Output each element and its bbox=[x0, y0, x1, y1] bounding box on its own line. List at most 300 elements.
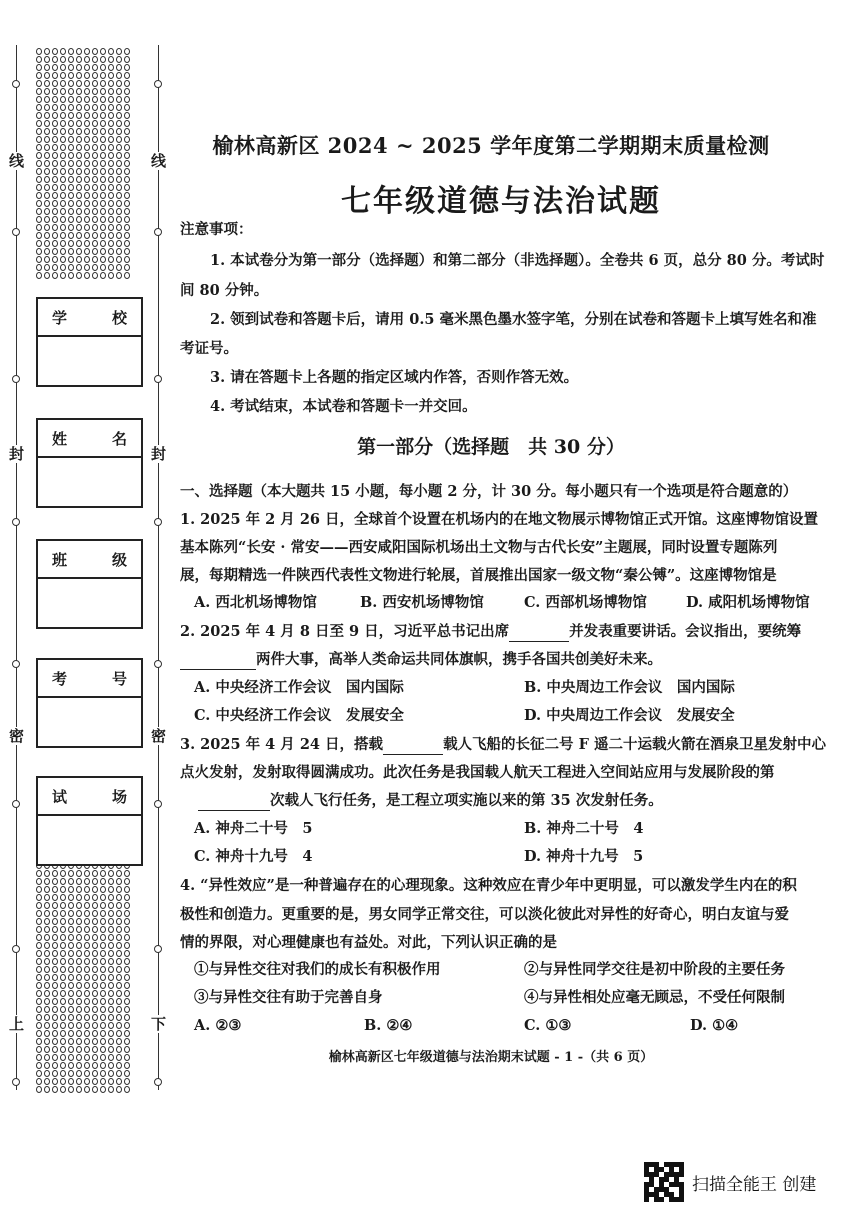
dot bbox=[116, 1078, 122, 1085]
q3-option-a: A. 神舟二十号 5 bbox=[194, 820, 313, 837]
dot bbox=[68, 120, 74, 127]
dot bbox=[92, 240, 98, 247]
dot bbox=[60, 950, 66, 957]
dot bbox=[60, 216, 66, 223]
dot bbox=[92, 974, 98, 981]
dot bbox=[100, 1086, 106, 1093]
dot bbox=[124, 160, 130, 167]
dot bbox=[100, 272, 106, 279]
dot bbox=[92, 950, 98, 957]
dot bbox=[116, 136, 122, 143]
dot bbox=[108, 942, 114, 949]
dot bbox=[44, 1006, 50, 1013]
class-field[interactable] bbox=[38, 579, 141, 627]
dot bbox=[124, 950, 130, 957]
dot bbox=[76, 88, 82, 95]
dot bbox=[116, 934, 122, 941]
dot bbox=[44, 200, 50, 207]
dot bbox=[124, 176, 130, 183]
right-mark-line: 线 bbox=[151, 152, 167, 170]
dot bbox=[44, 1086, 50, 1093]
q2-line-1-a: 2. 2025 年 4 月 8 日至 9 日，习近平总书记出席 bbox=[180, 623, 510, 640]
left-mark-line: 线 bbox=[9, 152, 25, 170]
binding-hole bbox=[154, 1078, 162, 1086]
dot bbox=[108, 974, 114, 981]
dot bbox=[116, 878, 122, 885]
dot bbox=[36, 990, 42, 997]
dot bbox=[36, 918, 42, 925]
dot bbox=[116, 926, 122, 933]
dot bbox=[116, 982, 122, 989]
exam-number-field[interactable] bbox=[38, 698, 141, 746]
dot bbox=[52, 136, 58, 143]
dot bbox=[116, 256, 122, 263]
binding-hole bbox=[12, 80, 20, 88]
dot bbox=[124, 264, 130, 271]
dot bbox=[92, 1070, 98, 1077]
dot bbox=[76, 152, 82, 159]
dot bbox=[68, 48, 74, 55]
dot bbox=[108, 256, 114, 263]
dot bbox=[84, 1046, 90, 1053]
dot bbox=[124, 966, 130, 973]
dot bbox=[84, 256, 90, 263]
dot bbox=[124, 1022, 130, 1029]
dot bbox=[36, 950, 42, 957]
dot bbox=[60, 152, 66, 159]
dot bbox=[108, 160, 114, 167]
dot bbox=[124, 144, 130, 151]
dot bbox=[100, 958, 106, 965]
dot bbox=[124, 208, 130, 215]
dot bbox=[100, 998, 106, 1005]
dot bbox=[36, 168, 42, 175]
dot bbox=[76, 56, 82, 63]
dot bbox=[76, 1006, 82, 1013]
dot bbox=[100, 200, 106, 207]
dot bbox=[124, 1014, 130, 1021]
dot bbox=[92, 1022, 98, 1029]
dot bbox=[76, 902, 82, 909]
dot bbox=[60, 104, 66, 111]
dot bbox=[100, 168, 106, 175]
dot bbox=[60, 136, 66, 143]
dot bbox=[92, 918, 98, 925]
dot bbox=[108, 80, 114, 87]
dot bbox=[92, 1030, 98, 1037]
dot bbox=[76, 80, 82, 87]
dot bbox=[36, 248, 42, 255]
dot bbox=[52, 902, 58, 909]
dot bbox=[84, 112, 90, 119]
dot bbox=[84, 1062, 90, 1069]
q3-option-c: C. 神舟十九号 4 bbox=[194, 848, 313, 865]
dot bbox=[76, 966, 82, 973]
dot bbox=[100, 208, 106, 215]
q4-statement-2: ②与异性同学交往是初中阶段的主要任务 bbox=[524, 961, 785, 978]
dot bbox=[68, 974, 74, 981]
dot bbox=[60, 184, 66, 191]
dot bbox=[116, 224, 122, 231]
dot bbox=[52, 208, 58, 215]
dot bbox=[44, 934, 50, 941]
dot bbox=[108, 216, 114, 223]
school-label-a: 学 bbox=[52, 308, 68, 327]
dot bbox=[76, 1022, 82, 1029]
dot bbox=[52, 886, 58, 893]
dot bbox=[60, 1022, 66, 1029]
dot bbox=[60, 160, 66, 167]
dot bbox=[44, 918, 50, 925]
dot bbox=[116, 272, 122, 279]
dot bbox=[52, 1054, 58, 1061]
dot bbox=[92, 878, 98, 885]
dot bbox=[108, 886, 114, 893]
school-label-b: 校 bbox=[111, 308, 127, 327]
dot bbox=[116, 966, 122, 973]
dot bbox=[68, 998, 74, 1005]
dot bbox=[60, 1086, 66, 1093]
dot bbox=[84, 966, 90, 973]
dot bbox=[52, 112, 58, 119]
left-binding-line bbox=[16, 45, 17, 1090]
dot bbox=[124, 48, 130, 55]
dot bbox=[116, 200, 122, 207]
dot bbox=[68, 208, 74, 215]
dot bbox=[52, 88, 58, 95]
dot bbox=[108, 1014, 114, 1021]
dot bbox=[68, 966, 74, 973]
dot bbox=[60, 120, 66, 127]
dot bbox=[36, 1030, 42, 1037]
binding-hole bbox=[12, 800, 20, 808]
dot bbox=[92, 160, 98, 167]
dot bbox=[60, 208, 66, 215]
dot bbox=[92, 184, 98, 191]
scanner-watermark bbox=[644, 1162, 816, 1202]
dot bbox=[92, 886, 98, 893]
class-box bbox=[36, 539, 143, 629]
dot bbox=[100, 160, 106, 167]
dot bbox=[100, 48, 106, 55]
q3-blank-2 bbox=[198, 794, 270, 811]
exam-number-label-a: 考 bbox=[52, 669, 68, 688]
dot bbox=[100, 120, 106, 127]
dot bbox=[76, 926, 82, 933]
dot bbox=[52, 224, 58, 231]
dot bbox=[116, 990, 122, 997]
dot bbox=[92, 870, 98, 877]
dot bbox=[116, 942, 122, 949]
dot bbox=[108, 48, 114, 55]
dot bbox=[68, 216, 74, 223]
dot bbox=[92, 128, 98, 135]
dot bbox=[116, 1046, 122, 1053]
dot bbox=[76, 104, 82, 111]
notice-item-2: 2. 领到试卷和答题卡后，请用 0.5 毫米黑色墨水签字笔，分别在试卷和答题卡上填写姓名和准 bbox=[210, 311, 817, 328]
dot bbox=[108, 990, 114, 997]
dot bbox=[44, 264, 50, 271]
notice-item-1: 1. 本试卷分为第一部分（选择题）和第二部分（非选择题）。全卷共 6 页，总分 80 分。考试时 bbox=[210, 252, 825, 269]
dot bbox=[52, 990, 58, 997]
dot bbox=[108, 56, 114, 63]
q4-statement-4: ④与异性相处应毫无顾忌，不受任何限制 bbox=[524, 989, 785, 1006]
dot bbox=[124, 1062, 130, 1069]
dot bbox=[124, 256, 130, 263]
dot bbox=[76, 48, 82, 55]
dot bbox=[84, 128, 90, 135]
dot bbox=[92, 958, 98, 965]
dot bbox=[68, 232, 74, 239]
dot bbox=[116, 918, 122, 925]
dot bbox=[44, 990, 50, 997]
dot bbox=[76, 96, 82, 103]
dot bbox=[60, 248, 66, 255]
dot bbox=[124, 958, 130, 965]
dot bbox=[44, 184, 50, 191]
dot bbox=[100, 56, 106, 63]
dot bbox=[68, 958, 74, 965]
exam-room-field[interactable] bbox=[38, 816, 141, 864]
dot bbox=[36, 104, 42, 111]
q1-option-b: B. 西安机场博物馆 bbox=[360, 594, 484, 611]
dot bbox=[100, 144, 106, 151]
dot bbox=[60, 1038, 66, 1045]
dot bbox=[92, 104, 98, 111]
dot bbox=[84, 272, 90, 279]
dot bbox=[68, 886, 74, 893]
q3-line-1 bbox=[180, 735, 826, 755]
dot bbox=[108, 1046, 114, 1053]
dot bbox=[60, 1054, 66, 1061]
dot bbox=[36, 224, 42, 231]
dot bbox=[36, 72, 42, 79]
dot bbox=[116, 160, 122, 167]
dot bbox=[92, 926, 98, 933]
dot bbox=[68, 910, 74, 917]
dot bbox=[60, 998, 66, 1005]
dot bbox=[68, 990, 74, 997]
left-mark-up: 上 bbox=[9, 1015, 25, 1033]
dot bbox=[36, 80, 42, 87]
dot bbox=[116, 72, 122, 79]
dot bbox=[84, 1006, 90, 1013]
dot bbox=[36, 128, 42, 135]
dot bbox=[36, 902, 42, 909]
dot bbox=[60, 926, 66, 933]
dot bbox=[84, 958, 90, 965]
dot bbox=[52, 168, 58, 175]
dot bbox=[36, 998, 42, 1005]
dot bbox=[124, 1054, 130, 1061]
dot bbox=[76, 232, 82, 239]
school-field[interactable] bbox=[38, 337, 141, 385]
dot bbox=[100, 1038, 106, 1045]
dot bbox=[84, 56, 90, 63]
dot bbox=[92, 942, 98, 949]
dot bbox=[76, 958, 82, 965]
dot bbox=[100, 1070, 106, 1077]
dot bbox=[84, 160, 90, 167]
dot bbox=[52, 272, 58, 279]
dot bbox=[76, 112, 82, 119]
dot bbox=[92, 894, 98, 901]
dot bbox=[36, 1038, 42, 1045]
dot bbox=[100, 1046, 106, 1053]
dot bbox=[52, 950, 58, 957]
dot bbox=[68, 128, 74, 135]
dot bbox=[60, 886, 66, 893]
dot bbox=[44, 80, 50, 87]
dot bbox=[108, 120, 114, 127]
dot bbox=[84, 1078, 90, 1085]
dot bbox=[36, 966, 42, 973]
dot bbox=[92, 1038, 98, 1045]
q4-option-a: A. ②③ bbox=[194, 1017, 242, 1034]
dot bbox=[84, 1022, 90, 1029]
dot bbox=[52, 918, 58, 925]
dot bbox=[36, 256, 42, 263]
notice-item-1-cont: 间 80 分钟。 bbox=[180, 282, 269, 299]
dot bbox=[52, 942, 58, 949]
q2-blank-2 bbox=[180, 653, 256, 670]
dot bbox=[68, 1046, 74, 1053]
dot bbox=[36, 942, 42, 949]
dot bbox=[124, 240, 130, 247]
q4-option-d: D. ①④ bbox=[690, 1017, 739, 1034]
dot bbox=[108, 910, 114, 917]
dot bbox=[92, 1062, 98, 1069]
dot bbox=[36, 1022, 42, 1029]
dot bbox=[68, 982, 74, 989]
dot bbox=[44, 974, 50, 981]
dot bbox=[100, 256, 106, 263]
left-mark-secret: 密 bbox=[9, 727, 25, 745]
dot bbox=[84, 902, 90, 909]
dot bbox=[52, 878, 58, 885]
dot bbox=[124, 918, 130, 925]
dot bbox=[76, 942, 82, 949]
dot bbox=[116, 902, 122, 909]
dot bbox=[92, 72, 98, 79]
dot bbox=[124, 894, 130, 901]
dot bbox=[108, 950, 114, 957]
dot bbox=[116, 240, 122, 247]
binding-hole bbox=[12, 375, 20, 383]
dot bbox=[100, 974, 106, 981]
dot bbox=[92, 248, 98, 255]
q3-line-2: 点火发射，发射取得圆满成功。此次任务是我国载人航天工程进入空间站应用与发展阶段的第 bbox=[180, 764, 775, 781]
dot bbox=[76, 918, 82, 925]
dot bbox=[116, 144, 122, 151]
dot bbox=[44, 248, 50, 255]
dot bbox=[108, 264, 114, 271]
dot bbox=[116, 112, 122, 119]
dot bbox=[52, 926, 58, 933]
left-mark-seal: 封 bbox=[9, 445, 25, 463]
qr-code-icon bbox=[644, 1162, 684, 1202]
dot bbox=[60, 918, 66, 925]
dot bbox=[68, 1038, 74, 1045]
dot bbox=[116, 232, 122, 239]
dot bbox=[68, 112, 74, 119]
dot bbox=[92, 96, 98, 103]
dot bbox=[44, 56, 50, 63]
dot bbox=[124, 184, 130, 191]
q2-line-1-b: 并发表重要讲话。会议指出，要统筹 bbox=[569, 623, 802, 640]
dot bbox=[76, 176, 82, 183]
dot bbox=[44, 224, 50, 231]
dot bbox=[100, 926, 106, 933]
exam-room-label-b: 场 bbox=[111, 787, 127, 806]
dot bbox=[124, 112, 130, 119]
dot bbox=[68, 88, 74, 95]
dot bbox=[116, 1038, 122, 1045]
dot bbox=[124, 72, 130, 79]
dot bbox=[52, 144, 58, 151]
dot bbox=[76, 256, 82, 263]
binding-hole bbox=[154, 228, 162, 236]
dot bbox=[44, 120, 50, 127]
dot bbox=[100, 192, 106, 199]
dot bbox=[68, 942, 74, 949]
dot bbox=[124, 910, 130, 917]
q1-option-d: D. 咸阳机场博物馆 bbox=[686, 594, 810, 611]
dot bbox=[44, 240, 50, 247]
dot bbox=[68, 1078, 74, 1085]
dot bbox=[84, 974, 90, 981]
dot bbox=[84, 1070, 90, 1077]
dot bbox=[100, 104, 106, 111]
dot bbox=[76, 120, 82, 127]
dot bbox=[44, 128, 50, 135]
dot bbox=[36, 160, 42, 167]
binding-hole bbox=[154, 375, 162, 383]
dot bbox=[124, 192, 130, 199]
dot bbox=[44, 176, 50, 183]
dot bbox=[76, 1046, 82, 1053]
dot bbox=[116, 958, 122, 965]
dot bbox=[76, 160, 82, 167]
dot bbox=[116, 104, 122, 111]
dot bbox=[76, 192, 82, 199]
dot bbox=[36, 112, 42, 119]
dot bbox=[100, 96, 106, 103]
dot bbox=[44, 1078, 50, 1085]
dot bbox=[84, 264, 90, 271]
dot bbox=[84, 72, 90, 79]
right-mark-seal: 封 bbox=[151, 445, 167, 463]
dot bbox=[68, 56, 74, 63]
dot bbox=[124, 64, 130, 71]
dot bbox=[36, 184, 42, 191]
dot bbox=[60, 982, 66, 989]
dot bbox=[116, 88, 122, 95]
name-field[interactable] bbox=[38, 458, 141, 506]
dot bbox=[92, 982, 98, 989]
dot bbox=[108, 112, 114, 119]
dot bbox=[108, 1062, 114, 1069]
dot bbox=[116, 216, 122, 223]
dot bbox=[108, 902, 114, 909]
q4-option-b: B. ②④ bbox=[364, 1017, 413, 1034]
dot bbox=[52, 264, 58, 271]
dot bbox=[100, 966, 106, 973]
dot bbox=[60, 1014, 66, 1021]
dot bbox=[60, 1062, 66, 1069]
dot bbox=[108, 272, 114, 279]
notice-heading: 注意事项： bbox=[180, 221, 253, 238]
